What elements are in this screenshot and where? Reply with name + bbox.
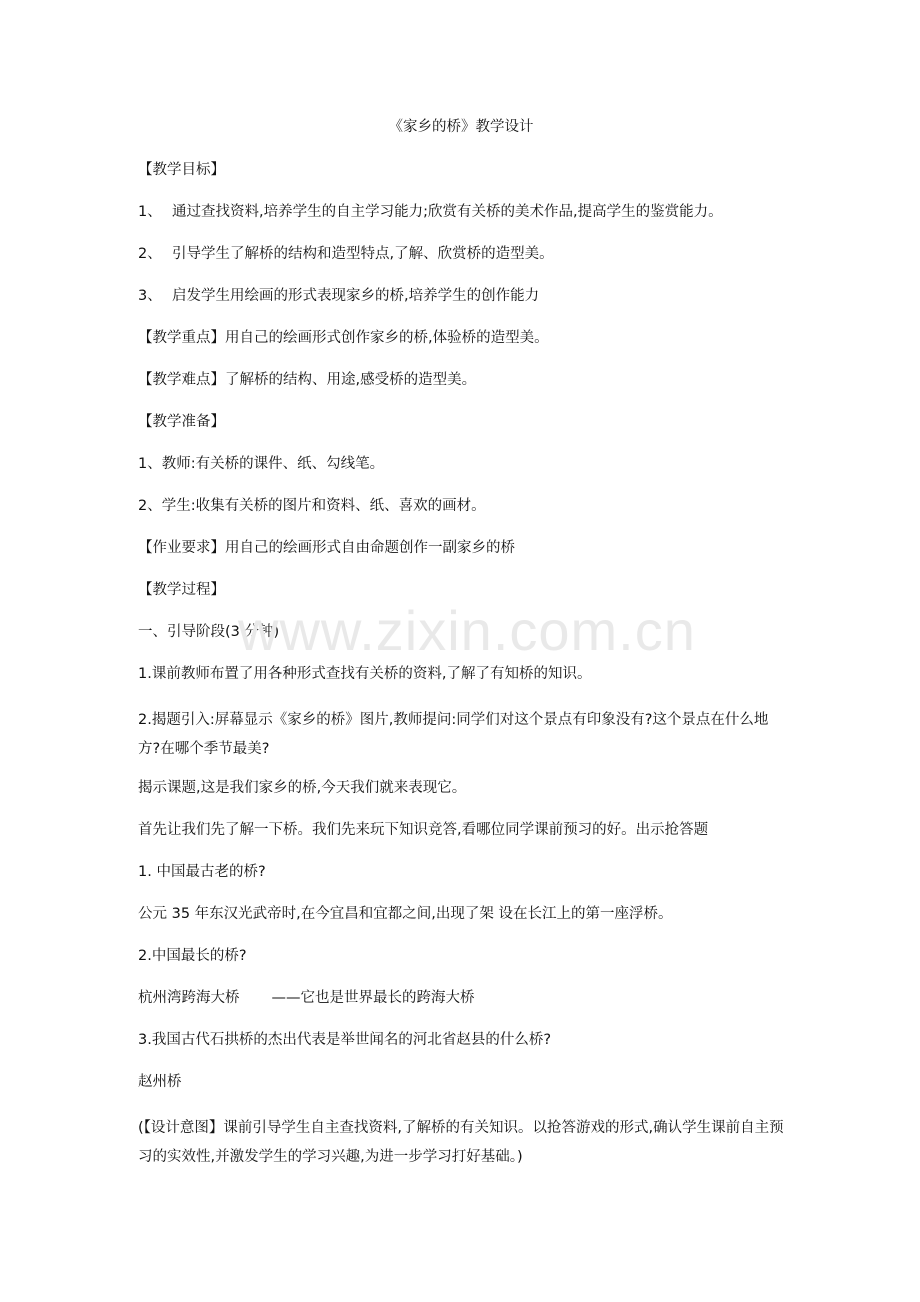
answer-1: 公元 35 年东汉光武帝时,在今宜昌和宜都之间,出现了架 设在长江上的第一座浮桥。	[138, 906, 673, 922]
answer-2-name: 杭州湾跨海大桥	[138, 990, 240, 1006]
goal-item-3	[138, 286, 784, 307]
process-p2: 2.揭题引入:屏幕显示《家乡的桥》图片,教师提问:同学们对这个景点有印象没有?这个景点在什么地方?在哪个季节最美?	[138, 712, 769, 757]
question-1: 1. 中国最古老的桥?	[138, 864, 266, 880]
homework: 【作业要求】用自己的绘画形式自由命题创作一副家乡的桥	[138, 540, 515, 556]
process-p1: 1.课前教师布置了用各种形式查找有关桥的资料,了解了有知桥的知识。	[138, 666, 592, 682]
goal-number: 3、	[138, 288, 162, 304]
stage-1-heading: 一、引导阶段(3 分钟)	[138, 624, 280, 640]
goal-item-2	[138, 244, 784, 265]
process-p4: 首先让我们先了解一下桥。我们先来玩下知识竞答,看哪位同学课前预习的好。出示抢答题	[138, 822, 709, 838]
watermark: www.zixin.com.cn	[238, 599, 696, 662]
document-title: 《家乡的桥》教学设计	[388, 119, 534, 135]
goal-number: 2、	[138, 246, 162, 262]
goals-heading: 【教学目标】	[138, 162, 225, 178]
prep-student: 2、学生:收集有关桥的图片和资料、纸、喜欢的画材。	[138, 498, 486, 514]
answer-3: 赵州桥	[138, 1074, 182, 1090]
answer-2	[138, 988, 784, 1009]
process-heading: 【教学过程】	[138, 582, 225, 598]
design-intent: (【设计意图】课前引导学生自主查找资料,了解桥的有关知识。以抢答游戏的形式,确认学生课前自主预习的实效性,并激发学生的学习兴趣,为进一步学习打好基础。)	[138, 1120, 784, 1165]
prep-heading: 【教学准备】	[138, 414, 225, 430]
goal-text: 通过查找资料,培养学生的自主学习能力;欣赏有关桥的美术作品,提高学生的鉴赏能力。	[172, 204, 723, 220]
question-2: 2.中国最长的桥?	[138, 948, 247, 964]
goal-item-1	[138, 202, 784, 223]
prep-teacher: 1、教师:有关桥的课件、纸、勾线笔。	[138, 456, 385, 472]
key-point: 【教学重点】用自己的绘画形式创作家乡的桥,体验桥的造型美。	[138, 330, 549, 346]
process-p3: 揭示课题,这是我们家乡的桥,今天我们就来表现它。	[138, 780, 467, 796]
goal-text: 引导学生了解桥的结构和造型特点,了解、欣赏桥的造型美。	[172, 246, 554, 262]
goal-number: 1、	[138, 204, 162, 220]
difficulty: 【教学难点】了解桥的结构、用途,感受桥的造型美。	[138, 372, 477, 388]
question-3: 3.我国古代石拱桥的杰出代表是举世闻名的河北省赵县的什么桥?	[138, 1032, 552, 1048]
answer-2-note: ——它也是世界最长的跨海大桥	[271, 990, 475, 1006]
goal-text: 启发学生用绘画的形式表现家乡的桥,培养学生的创作能力	[172, 288, 540, 304]
